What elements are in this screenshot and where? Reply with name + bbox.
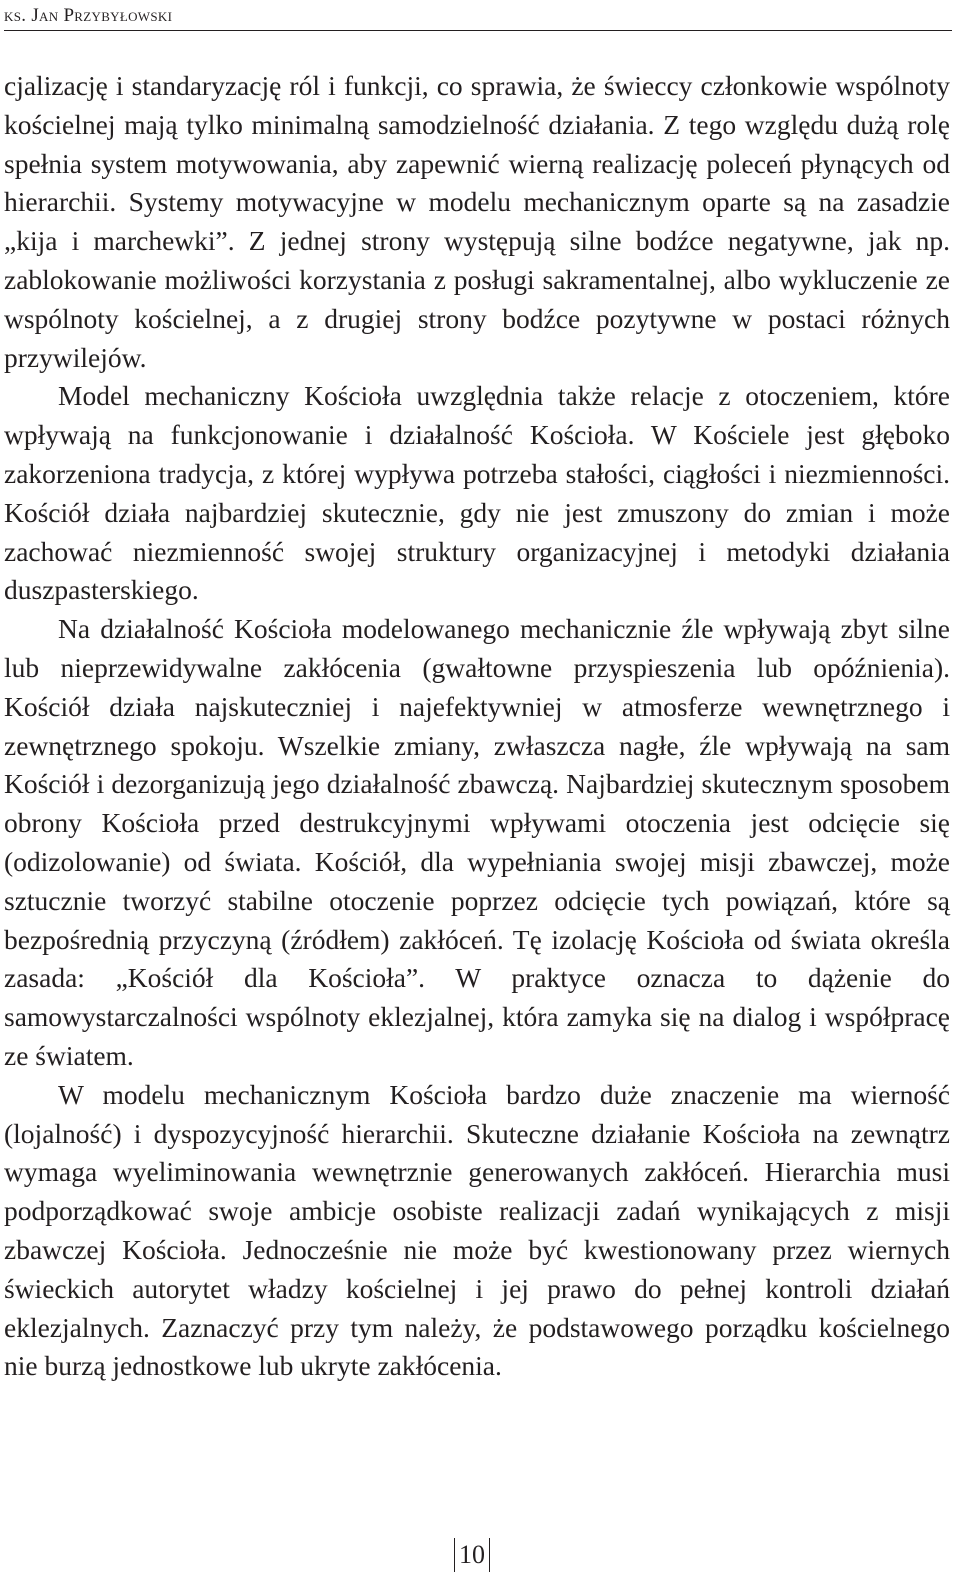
paragraph-environment-relations: Model mechaniczny Kościoła uwzględnia także relacje z otoczeniem, które wpływają na funkcjonowanie i działalność Kościoła. W Kościele jest głęboko zakorzeniona tradycja, z której wypływa potrzeba stałości, ciągłości i niezmienności. Kościół działa najbardziej skutecznie, gdy nie jest zmuszony do zmian i może zachować niezmienność swojej struktury organizacyjnej i metodyki działania duszpasterskiego. (4, 380, 950, 606)
running-header: ks. Jan Przybyłowski (4, 5, 173, 26)
paragraph-hierarchy-loyalty: W modelu mechanicznym Kościoła bardzo duże znaczenie ma wierność (lojalność) i dyspozycyjność hierarchii. Skuteczne działanie Kościoła na zewnątrz wymaga wyeliminowania wewnętrznie generowanych zakłóceń. Hierarchia musi podporządkować swoje ambicje osobiste realizacji zadań wynikających z misji zbawczej Kościoła. Jednocześnie nie może być kwestionowany przez wiernych świeckich autorytet władzy kościelnej i jej prawo do pełnej kontroli działań eklezjalnych. Zaznaczyć przy tym należy, że podstawowego porządku kościelnego nie burzą jednostkowe lub ukryte zakłócenia. (4, 1078, 950, 1382)
paragraph-disturbances: Na działalność Kościoła modelowanego mechanicznie źle wpływają zbyt silne lub nieprzewidywalne zakłócenia (gwałtowne przyspieszenia lub opóźnienia). Kościół działa najskuteczniej i najefektywniej w atmosferze wewnętrznego i zewnętrznego spokoju. Wszelkie zmiany, zwłaszcza nagłe, źle wpływają na sam Kościół i dezorganizują jego działalność zbawczą. Najbardziej skutecznym sposobem obrony Kościoła przed destrukcyjnymi wpływami otoczenia jest odcięcie się (odizolowanie) od świata. Kościół, dla wypełniania swojej misji zbawczej, może sztucznie tworzyć stabilne otoczenie poprzez odcięcie tych powiązań, które są bezpośrednią przyczyną (źródłem) zakłóceń. Tę izolację Kościoła od świata określa zasada: „Kościół dla Kościoła”. W praktyce oznacza to dążenie do samowystarczalności wspólnoty eklezjalnej, która zamyka się na dialog i współpracę ze światem. (4, 613, 950, 1071)
page-number: 10 (454, 1538, 490, 1572)
paragraph-continuation: cjalizację i standaryzację ról i funkcji, co sprawia, że świeccy członkowie wspólnoty kościelnej mają tylko minimalną samodzielność działania. Z tego względu dużą rolę spełnia system motywowania, aby zapewnić wierną realizację poleceń płynących od hierarchii. Systemy motywacyjne w modelu mechanicznym oparte są na zasadzie „kija i marchewki”. Z jednej strony występują silne bodźce negatywne, jak np. zablokowanie możliwości korzystania z posługi sakramentalnej, albo wykluczenie ze wspólnoty kościelnej, a z drugiej strony bodźce pozytywne w postaci różnych przywilejów. (4, 70, 950, 373)
header-rule (4, 30, 952, 31)
body-text (4, 67, 950, 1386)
